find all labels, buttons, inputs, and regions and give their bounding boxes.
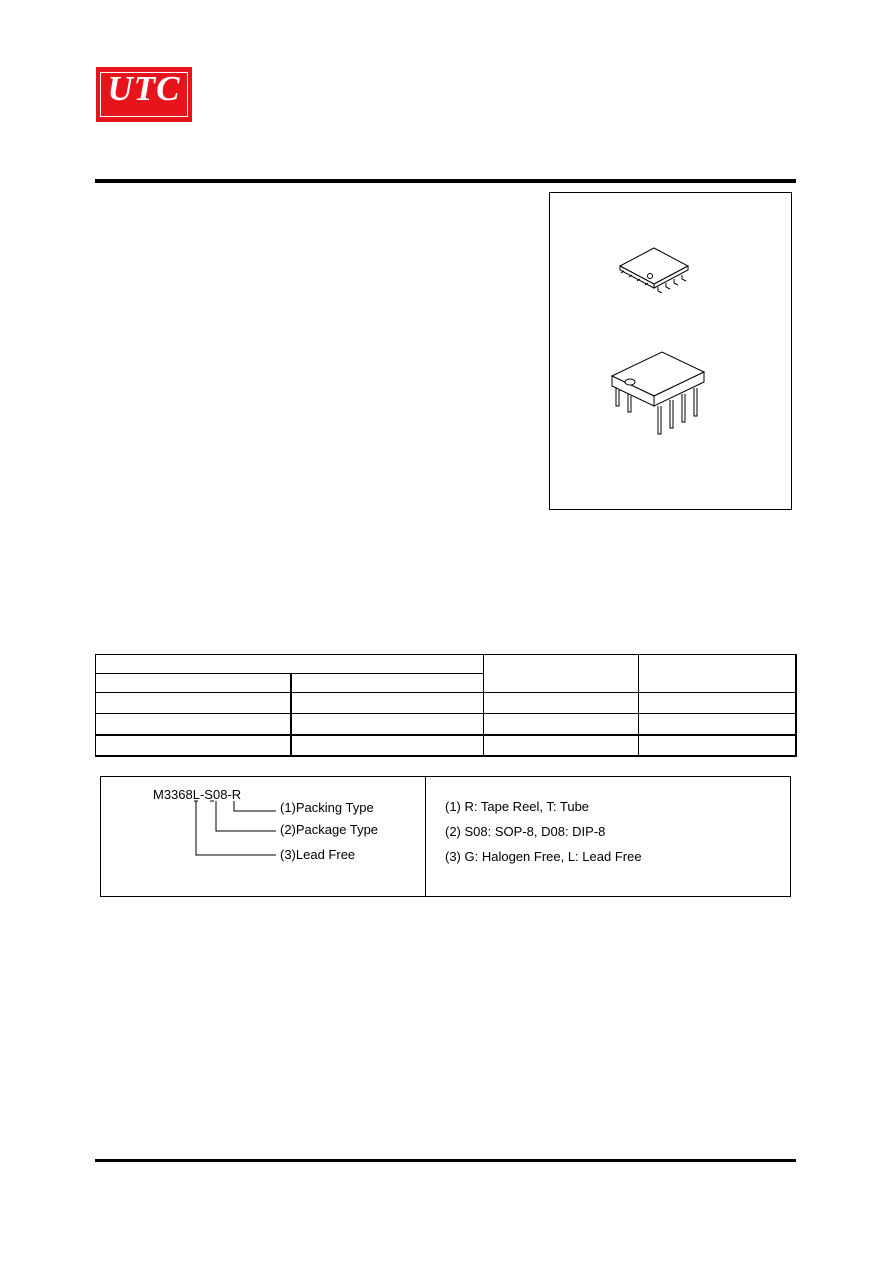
note-package: (2) S08: SOP-8, D08: DIP-8 xyxy=(445,824,606,839)
utc-logo xyxy=(96,67,192,122)
part-number: M3368L-S08-R xyxy=(153,787,242,802)
package-illustration-box xyxy=(549,192,792,510)
footer-rule xyxy=(95,1159,796,1162)
legend-lead-free: (3)Lead Free xyxy=(280,847,356,862)
logo-text: UTC xyxy=(107,69,181,108)
part-number-leader-lines xyxy=(190,798,282,860)
note-lead-free: (3) G: Halogen Free, L: Lead Free xyxy=(445,849,642,864)
dip-8-package-icon xyxy=(608,348,708,440)
note-packing: (1) R: Tape Reel, T: Tube xyxy=(445,799,590,814)
legend-packing-type: (1)Packing Type xyxy=(280,800,374,815)
part-number-box-divider xyxy=(425,776,426,897)
legend-package-type: (2)Package Type xyxy=(280,822,379,837)
sop-8-package-icon xyxy=(614,243,704,293)
header-rule xyxy=(95,179,796,183)
ordering-info-table xyxy=(95,654,797,757)
